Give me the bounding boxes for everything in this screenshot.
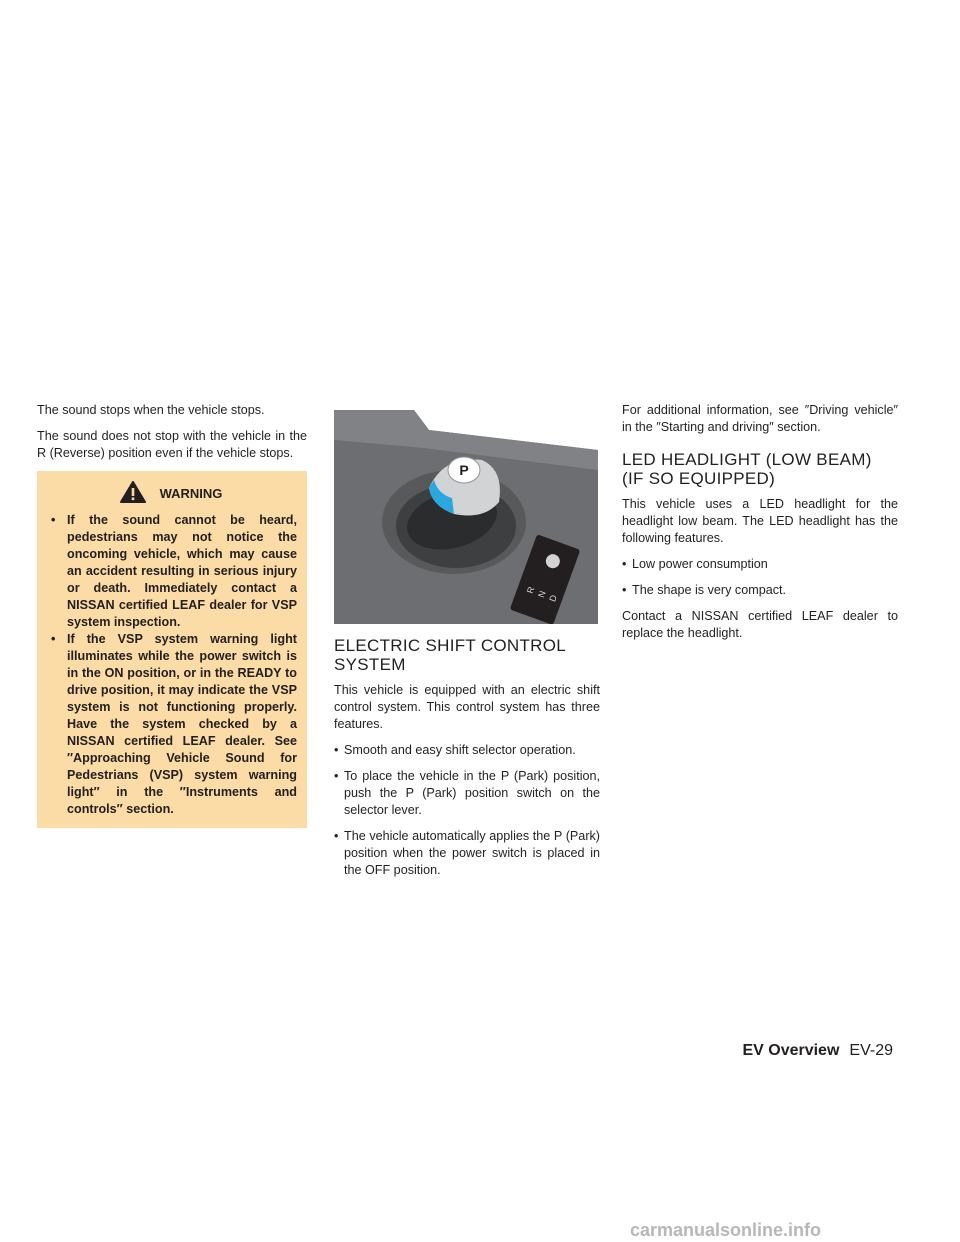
warning-title: WARNING [159,486,223,501]
feature-list [622,556,898,599]
shift-selector-illustration [334,410,598,624]
paragraph: For additional information, see ″Driving vehicle″ in the ″Starting and driving″ section. [622,403,898,434]
section-heading: LED HEADLIGHT (LOW BEAM) (IF SO EQUIPPED) [622,450,872,488]
feature-list [334,742,600,879]
footer-section-title: EV Overview [742,1042,840,1059]
gear-label-r: R [524,585,537,595]
paragraph: This vehicle uses a LED headlight for the headlight low beam. The LED headlight has the following features. [622,497,898,545]
page-footer [742,1042,893,1060]
list-item: • The shape is very compact. [622,582,898,599]
warning-list [45,512,297,818]
section-heading: ELECTRIC SHIFT CONTROL SYSTEM [334,636,566,674]
column-left [37,402,307,828]
list-item: • To place the vehicle in the P (Park) position, push the P (Park) position switch on the selector lever. [334,768,600,819]
list-item: • Smooth and easy shift selector operation. [334,742,600,759]
watermark: carmanualsonline.info [630,1220,822,1240]
list-item: • Low power consumption [622,556,898,573]
warning-item: • If the VSP system warning light illuminates while the power switch is in the ON position, or in the READY to drive position, it may indicate the VSP system is not functioning properly. Have the system checked by a NISSAN certified LEAF dealer. See ″Approaching Vehicle Sound for Pedestrians (VSP) system warning light″ in the ″Instruments and controls″ section. [45,631,297,818]
warning-header [45,481,297,506]
paragraph: The sound stops when the vehicle stops. [37,403,265,417]
paragraph: Contact a NISSAN certified LEAF dealer to replace the headlight. [622,609,898,640]
page-number: EV-29 [849,1042,893,1059]
warning-triangle-icon [120,481,146,506]
warning-item: • If the sound cannot be heard, pedestrians may not notice the oncoming vehicle, which may cause an accident resulting in serious injury or death. Immediately contact a NISSAN certified LEAF dealer for VSP system inspection. [45,512,297,631]
gear-label-n: N [536,589,548,599]
selector-label: P [459,462,469,478]
list-item: • The vehicle automatically applies the P (Park) position when the power switch is placed in the OFF position. [334,828,600,879]
column-middle [334,636,600,888]
paragraph: This vehicle is equipped with an electric shift control system. This control system has three features. [334,683,600,731]
column-right [622,402,898,651]
paragraph: The sound does not stop with the vehicle in the R (Reverse) position even if the vehicle stops. [37,429,307,460]
gear-label-d: D [547,593,559,604]
warning-box [37,471,307,828]
